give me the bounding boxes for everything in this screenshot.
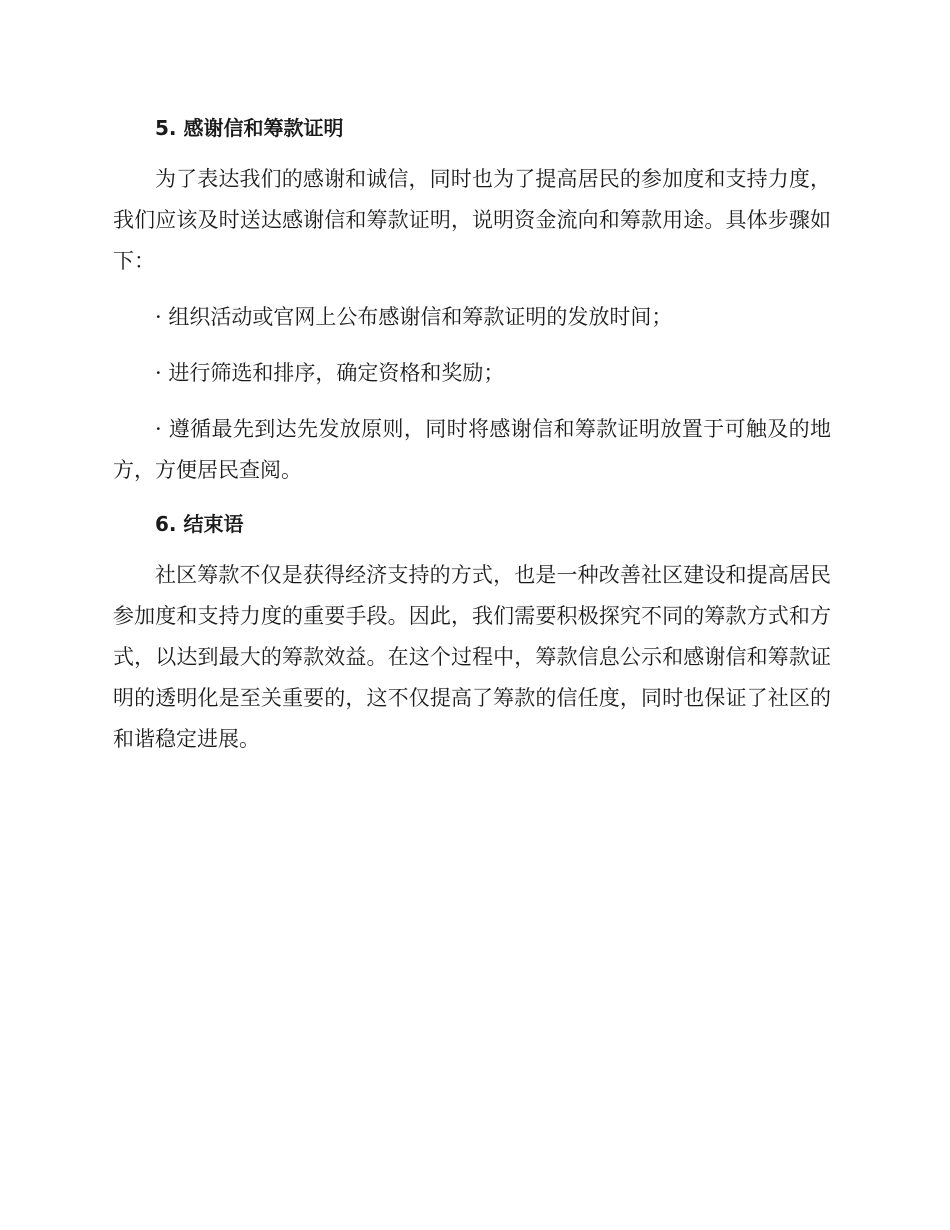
section-5-intro: 为了表达我们的感谢和诚信，同时也为了提高居民的参加度和支持力度，我们应该及时送达感谢信和筹款证明，说明资金流向和筹款用途。具体步骤如下：	[113, 167, 831, 273]
section-6-body: 社区筹款不仅是获得经济支持的方式，也是一种改善社区建设和提高居民参加度和支持力度的重要手段。因此，我们需要积极探究不同的筹款方式和方式，以达到最大的筹款效益。在这个过程中，筹款信息公示和感谢信和筹款证明的透明化是至关重要的，这不仅提高了筹款的信任度，同时也保证了社区的和谐稳定进展。	[113, 563, 831, 751]
section-6-heading: 6. 结束语	[155, 512, 244, 536]
section-5-bullet-2: · 进行筛选和排序，确定资格和奖励；	[155, 361, 505, 385]
section-5-bullet-1: · 组织活动或官网上公布感谢信和筹款证明的发放时间；	[155, 305, 673, 329]
section-5-bullet-3: · 遵循最先到达先发放原则，同时将感谢信和筹款证明放置于可触及的地方，方便居民查阅。	[113, 417, 831, 482]
section-5-heading: 5. 感谢信和筹款证明	[155, 116, 344, 140]
document-page	[113, 110, 831, 760]
